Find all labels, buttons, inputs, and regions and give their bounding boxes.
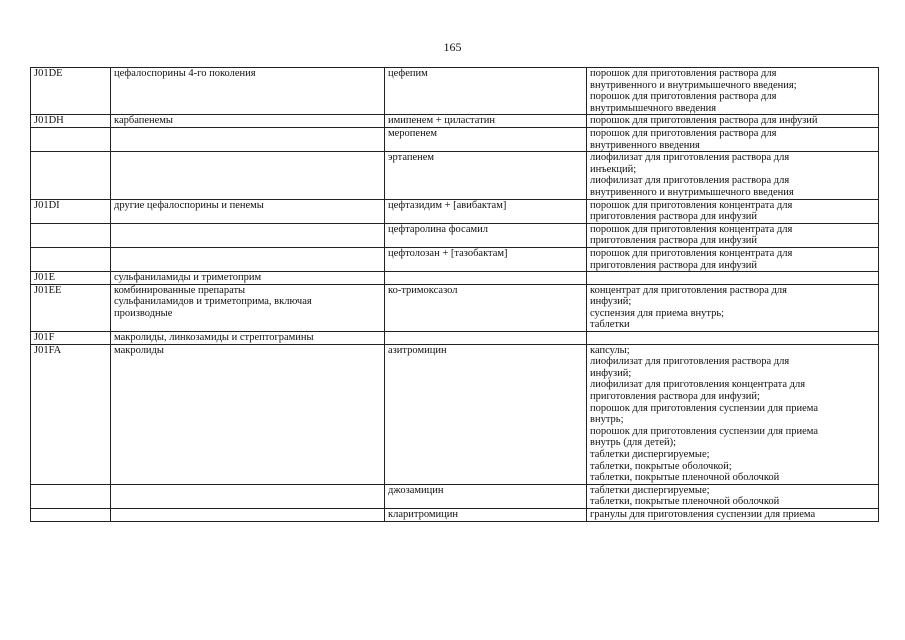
group-name-cell: комбинированные препараты сульфаниламидов и триметоприма, включая производные bbox=[111, 284, 385, 331]
drug-name-cell: азитромицин bbox=[385, 344, 587, 484]
drug-name-cell: цефепим bbox=[385, 68, 587, 115]
group-name-cell bbox=[111, 247, 385, 271]
drug-name-cell bbox=[385, 272, 587, 285]
group-name-cell: сульфаниламиды и триметоприм bbox=[111, 272, 385, 285]
drug-name-cell: цефтаролина фосамил bbox=[385, 223, 587, 247]
page-number: 165 bbox=[443, 40, 462, 54]
group-name-cell: цефалоспорины 4-го поколения bbox=[111, 68, 385, 115]
table-row bbox=[31, 484, 879, 508]
drug-name-cell: цефтазидим + [авибактам] bbox=[385, 199, 587, 223]
table-row bbox=[31, 344, 879, 484]
dosage-forms-cell: порошок для приготовления раствора для внутривенного введения bbox=[587, 127, 879, 151]
atc-code-cell bbox=[31, 508, 111, 521]
dosage-forms-cell: порошок для приготовления раствора для внутривенного и внутримышечного введения; порошок для приготовления раствора для внутримышечного введения bbox=[587, 68, 879, 115]
drug-name-cell: имипенем + циластатин bbox=[385, 115, 587, 128]
atc-code-cell: J01DH bbox=[31, 115, 111, 128]
group-name-cell: макролиды bbox=[111, 344, 385, 484]
atc-code-cell: J01FA bbox=[31, 344, 111, 484]
dosage-forms-cell: лиофилизат для приготовления раствора для инъекций; лиофилизат для приготовления раствора для внутривенного и внутримышечного введения bbox=[587, 152, 879, 199]
atc-code-cell bbox=[31, 223, 111, 247]
drug-name-cell: ко-тримоксазол bbox=[385, 284, 587, 331]
drug-name-cell: джозамицин bbox=[385, 484, 587, 508]
group-name-cell bbox=[111, 152, 385, 199]
group-name-cell: другие цефалоспорины и пенемы bbox=[111, 199, 385, 223]
dosage-forms-cell: капсулы; лиофилизат для приготовления раствора для инфузий; лиофилизат для приготовления концентрата для приготовления раствора для инфузий; порошок для приготовления суспензии для приема внутрь; порошок для приготовления суспензии для приема внутрь (для детей); таблетки диспергируемые; таблетки, покрытые оболочкой; таблетки, покрытые пленочной оболочкой bbox=[587, 344, 879, 484]
drug-name-cell bbox=[385, 332, 587, 345]
atc-code-cell: J01DE bbox=[31, 68, 111, 115]
group-name-cell bbox=[111, 127, 385, 151]
atc-code-cell bbox=[31, 247, 111, 271]
drug-name-cell: меропенем bbox=[385, 127, 587, 151]
atc-code-cell: J01E bbox=[31, 272, 111, 285]
table-row bbox=[31, 199, 879, 223]
dosage-forms-cell: порошок для приготовления концентрата для приготовления раствора для инфузий bbox=[587, 199, 879, 223]
table-row bbox=[31, 247, 879, 271]
dosage-forms-cell: порошок для приготовления раствора для инфузий bbox=[587, 115, 879, 128]
table-row bbox=[31, 127, 879, 151]
atc-code-cell: J01EE bbox=[31, 284, 111, 331]
atc-code-cell: J01F bbox=[31, 332, 111, 345]
dosage-forms-cell bbox=[587, 272, 879, 285]
dosage-forms-cell: гранулы для приготовления суспензии для приема bbox=[587, 508, 879, 521]
table-row bbox=[31, 284, 879, 331]
atc-code-cell bbox=[31, 152, 111, 199]
drug-name-cell: эртапенем bbox=[385, 152, 587, 199]
dosage-forms-cell: порошок для приготовления концентрата для приготовления раствора для инфузий bbox=[587, 247, 879, 271]
group-name-cell bbox=[111, 223, 385, 247]
table-body bbox=[31, 68, 879, 522]
dosage-forms-cell: концентрат для приготовления раствора для инфузий; суспензия для приема внутрь; таблетки bbox=[587, 284, 879, 331]
dosage-forms-cell: порошок для приготовления концентрата для приготовления раствора для инфузий bbox=[587, 223, 879, 247]
table-row bbox=[31, 272, 879, 285]
dosage-forms-cell: таблетки диспергируемые; таблетки, покрытые пленочной оболочкой bbox=[587, 484, 879, 508]
table-row bbox=[31, 152, 879, 199]
atc-code-cell bbox=[31, 127, 111, 151]
atc-code-cell bbox=[31, 484, 111, 508]
dosage-forms-cell bbox=[587, 332, 879, 345]
group-name-cell bbox=[111, 508, 385, 521]
group-name-cell: карбапенемы bbox=[111, 115, 385, 128]
table-row bbox=[31, 332, 879, 345]
table-row bbox=[31, 223, 879, 247]
table-row bbox=[31, 508, 879, 521]
group-name-cell: макролиды, линкозамиды и стрептограмины bbox=[111, 332, 385, 345]
table-row bbox=[31, 115, 879, 128]
atc-code-cell: J01DI bbox=[31, 199, 111, 223]
table-row bbox=[31, 68, 879, 115]
drug-name-cell: кларитромицин bbox=[385, 508, 587, 521]
drug-table bbox=[30, 67, 879, 522]
drug-name-cell: цефтолозан + [тазобактам] bbox=[385, 247, 587, 271]
group-name-cell bbox=[111, 484, 385, 508]
